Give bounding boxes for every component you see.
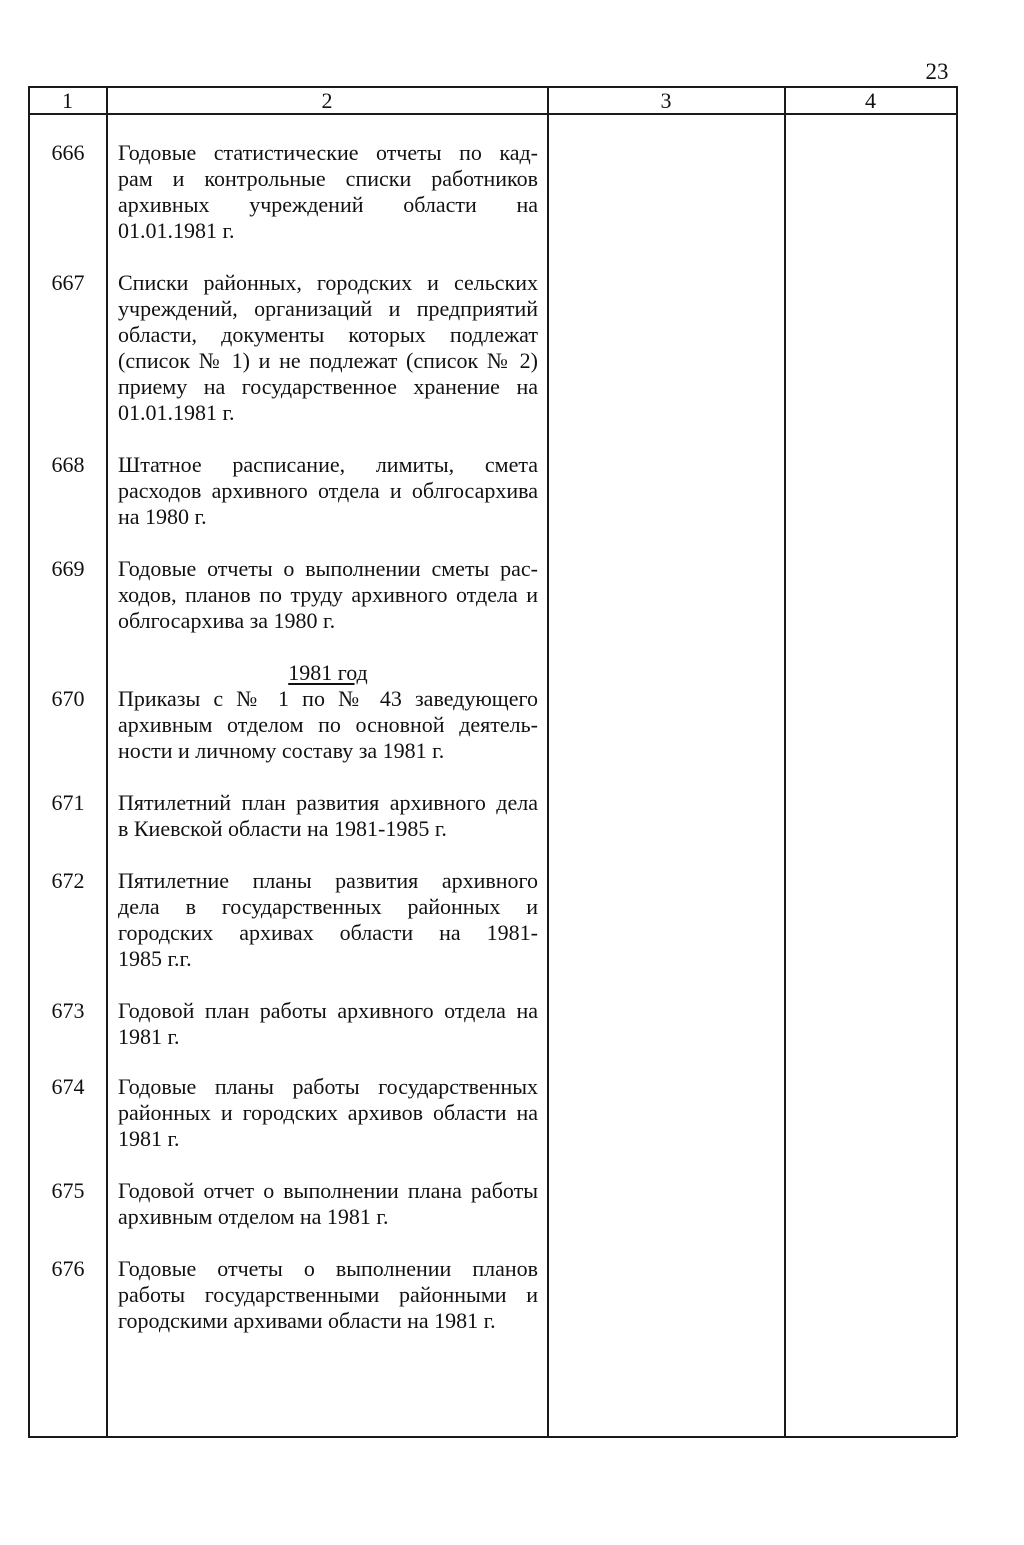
text-line: Списки районных, городских и сельских: [118, 270, 538, 295]
text-line: городских архивах области на 1981-: [118, 920, 538, 945]
text-line: Годовой отчет о выполнении плана работы: [118, 1178, 538, 1203]
year-heading-text: 1981 год: [288, 660, 368, 685]
text-line: на 1980 г.: [118, 504, 207, 529]
text-line: облгосархива за 1980 г.: [118, 608, 336, 633]
text-line: районных и городских архивов области на: [118, 1100, 538, 1125]
text-line: 1981 г.: [118, 1024, 180, 1049]
row-description: [118, 270, 538, 426]
column-divider-3: [784, 86, 786, 1437]
text-line: области, документы которых подлежат: [118, 322, 538, 347]
row-description: [118, 140, 538, 244]
row-description: [118, 998, 538, 1050]
text-line: Штатное расписание, лимиты, смета: [118, 452, 538, 477]
text-line: Пятилетние планы развития архивного: [118, 868, 538, 893]
text-line: городскими архивами области на 1981 г.: [118, 1308, 496, 1333]
row-number: 666: [51, 140, 85, 165]
row-number: 672: [51, 868, 85, 893]
text-line: Годовые отчеты о выполнении планов: [118, 1256, 538, 1281]
row-number: 671: [51, 790, 85, 815]
row-number: 668: [51, 452, 85, 477]
text-line: Пятилетний план развития архивного дела: [118, 790, 538, 815]
text-line: Годовые статистические отчеты по кад-: [118, 140, 538, 165]
row-description: [118, 1074, 538, 1152]
page-number: 23: [925, 59, 949, 84]
row-number: 669: [51, 556, 85, 581]
text-line: рам и контрольные списки работников: [118, 166, 538, 191]
row-number: 670: [51, 686, 85, 711]
text-line: расходов архивного отдела и облгосархива: [118, 478, 538, 503]
row-description: [118, 452, 538, 530]
column-divider-1: [106, 86, 108, 1437]
text-line: архивным отделом по основной деятель-: [118, 712, 538, 737]
row-number: 667: [51, 270, 85, 295]
row-description: [118, 556, 538, 634]
text-line: 01.01.1981 г.: [118, 400, 235, 425]
row-number: 673: [51, 998, 85, 1023]
year-heading: [118, 660, 538, 686]
text-line: дела в государственных районных и: [118, 894, 538, 919]
table-bottom-border: [28, 1436, 956, 1438]
text-line: учреждений, организаций и предприятий: [118, 296, 538, 321]
text-line: ности и личному составу за 1981 г.: [118, 738, 445, 763]
column-divider-2: [547, 86, 549, 1437]
text-line: работы государственными районными и: [118, 1282, 538, 1307]
row-description: [118, 868, 538, 972]
text-line: Годовые отчеты о выполнении сметы рас-: [118, 556, 538, 581]
text-line: архивным отделом на 1981 г.: [118, 1204, 389, 1229]
text-line: приему на государственное хранение на: [118, 374, 538, 399]
header-col-1: 1: [62, 88, 73, 113]
text-line: Годовые планы работы государственных: [118, 1074, 538, 1099]
text-line: в Киевской области на 1981-1985 г.: [118, 816, 447, 841]
text-line: Приказы с № 1 по № 43 заведующего: [118, 686, 538, 711]
row-description: [118, 1178, 538, 1230]
text-line: (список № 1) и не подлежат (список № 2): [118, 348, 538, 373]
text-line: ходов, планов по труду архивного отдела и: [118, 582, 538, 607]
text-line: 1985 г.г.: [118, 946, 192, 971]
text-line: Годовой план работы архивного отдела на: [118, 998, 538, 1023]
row-number: 675: [51, 1178, 85, 1203]
row-number: 676: [51, 1256, 85, 1281]
table-right-border: [956, 86, 958, 1437]
header-col-3: 3: [660, 88, 672, 113]
text-line: архивных учреждений области на: [118, 192, 538, 217]
row-description: [118, 686, 538, 764]
text-line: 1981 г.: [118, 1126, 180, 1151]
text-line: 01.01.1981 г.: [118, 218, 235, 243]
header-col-4: 4: [865, 88, 876, 113]
row-number: 674: [51, 1074, 85, 1099]
header-col-2: 2: [321, 88, 333, 113]
row-description: [118, 790, 538, 842]
row-description: [118, 1256, 538, 1334]
